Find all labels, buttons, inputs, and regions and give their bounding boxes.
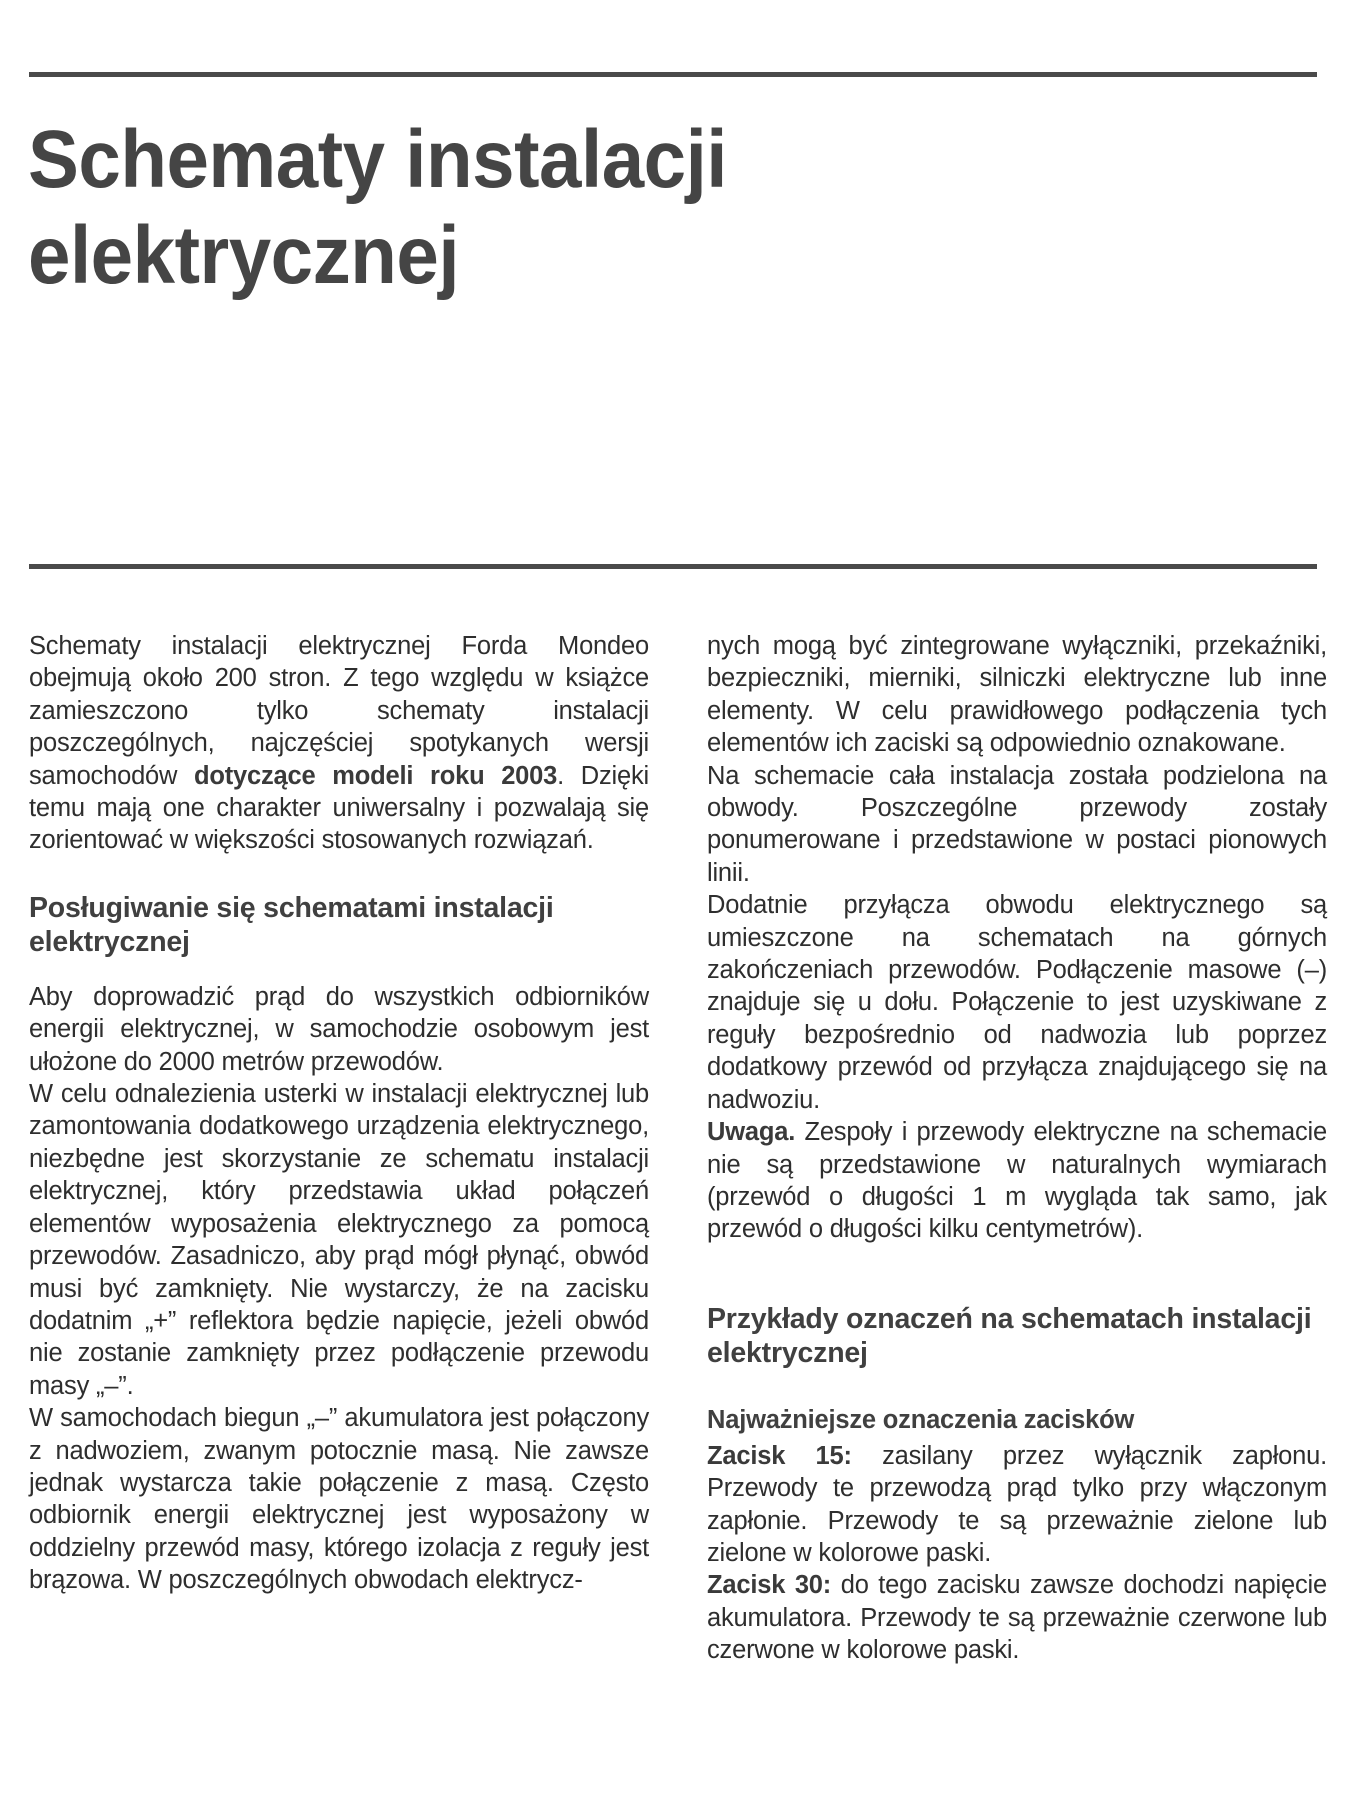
terminal-text: do tego zacisku zawsze dochodzi napięcie akumulatora. Przewody te są przeważnie czerwone lub czerwone w kolorowe paski. [707,1571,1327,1665]
note-paragraph [707,1116,1327,1246]
intro-text: Schematy instalacji elektrycznej Forda Mondeo obejmują około 200 stron. Z tego względu w książce zamieszczono tylko schematy instalacji poszczególnych, najczęściej spotykanych wersji samochodów [29,632,649,790]
section-heading-examples: Przykłady oznaczeń na schematach instalacji elektrycznej [707,1302,1312,1369]
page-title [28,112,727,304]
intro-bold-text: dotyczące modeli roku 2003 [194,761,558,790]
terminal-15-paragraph [707,1440,1327,1570]
subheading-terminal-designations: Najważniejsze oznaczenia zacisków [707,1405,1135,1434]
terminal-30-paragraph [707,1569,1327,1666]
paragraph: Dodatnie przyłącza obwodu elektrycznego są umieszczone na schematach na górnych zakończeniach przewodów. Podłączenie masowe (–) znajduje się u dołu. Połączenie to jest uzyskiwane z reguły bezpośrednio od nadwozia lub poprzez dodatkowy przewód od przyłącza znajdującego się na nadwoziu. [707,891,1327,1114]
note-label: Uwaga. [707,1118,796,1147]
note-text: Zespoły i przewody elektryczne na schemacie nie są przedstawione w naturalnych wymiarach (przewód o długości 1 m wygląda tak samo, jak przewód o długości kilku centymetrów). [707,1118,1327,1244]
paragraph: nych mogą być zintegrowane wyłączniki, przekaźniki, bezpieczniki, mierniki, silniczki elektryczne lub inne elementy. W celu prawidłowego podłączenia tych elementów ich zaciski są odpowiednio oznakowane. [707,632,1327,758]
terminal-label: Zacisk 15: [707,1441,852,1470]
paragraph: Aby doprowadzić prąd do wszystkich odbiorników energii elektrycznej, w samochodzie osobowym jest ułożone do 2000 metrów przewodów. [29,982,649,1076]
paragraph: W samochodach biegun „–” akumulatora jest połączony z nadwoziem, zwanym potocznie masą. Nie zawsze jednak wystarcza takie połączenie z masą. Często odbiornik energii elektrycznej jest wyposażony w oddzielny przewód masy, którego izolacja z reguły jest brązowa. W poszczególnych obwodach elektrycz- [29,1404,649,1595]
terminal-label: Zacisk 30: [707,1571,832,1600]
title-line-2: elektrycznej [28,210,460,301]
title-line-1: Schematy instalacji [28,114,728,205]
right-column [707,630,1327,1667]
left-column [29,630,649,1597]
terminal-text: zasilany przez wyłącznik zapłonu. Przewody te przewodzą prąd tylko przy włączonym zapłonie. Przewody te są przeważnie zielone lub zielone w kolorowe paski. [707,1441,1327,1567]
title-bottom-rule [29,564,1317,569]
paragraph: W celu odnalezienia usterki w instalacji elektrycznej lub zamontowania dodatkowego urządzenia elektrycznego, niezbędne jest skorzystanie ze schematu instalacji elektrycznej, który przedstawia układ połączeń elementów wyposażenia elektrycznego za pomocą przewodów. Zasadniczo, aby prąd mógł płynąć, obwód musi być zamknięty. Nie wystarczy, że na zacisku dodatnim „+” reflektora będzie napięcie, jeżeli obwód nie zostanie zamknięty przez podłączenie przewodu masy „–”. [29,1080,649,1400]
intro-text-end: . Dzięki temu mają one charakter uniwersalny i pozwalają się zorientować w większości stosowanych rozwiązań. [29,761,649,855]
top-rule [29,72,1317,77]
section-heading-using-schematics: Posługiwanie się schematami instalacji elektrycznej [29,891,554,958]
intro-paragraph [29,630,649,857]
paragraph: Na schemacie cała instalacja została podzielona na obwody. Poszczególne przewody zostały ponumerowane i przedstawione w postaci pionowych linii. [707,761,1327,887]
